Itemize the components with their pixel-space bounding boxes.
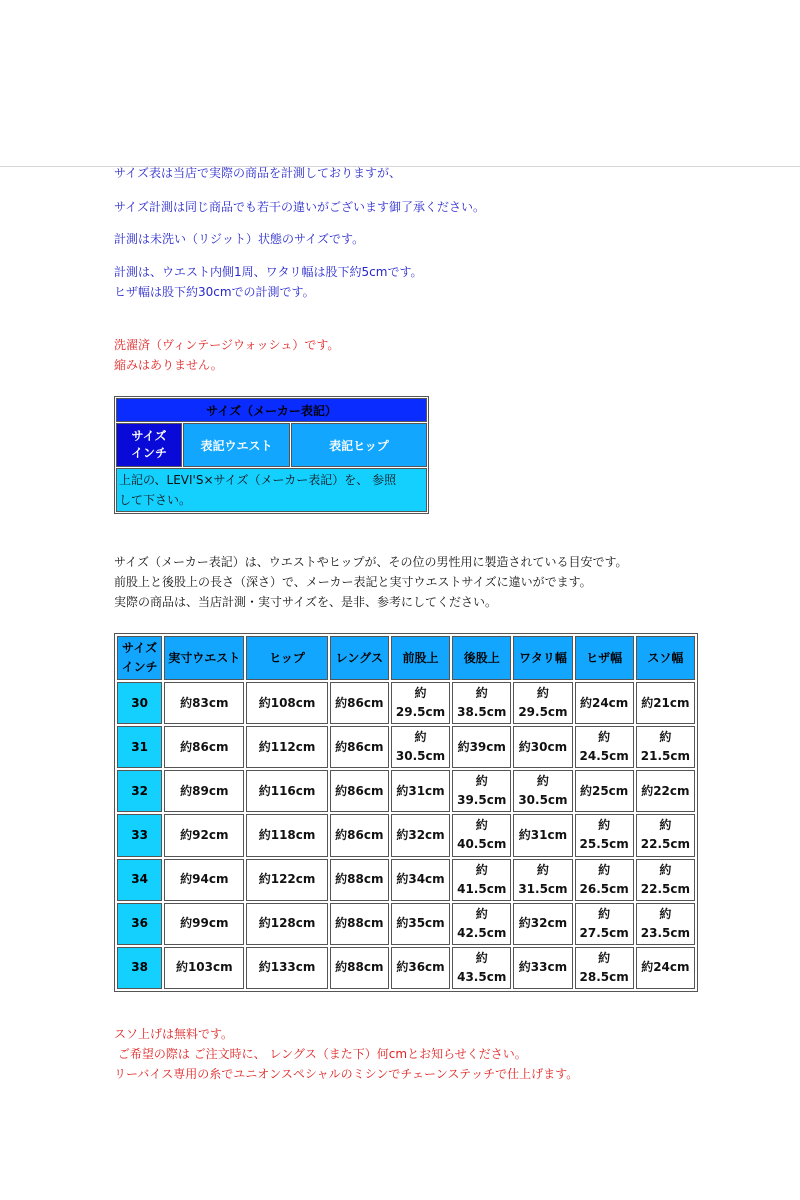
cell-text: 約 (475, 774, 488, 789)
measure-column-header (636, 636, 695, 680)
table-row (117, 903, 695, 945)
cell-text: 29.5cm (518, 705, 568, 720)
table-row (117, 682, 695, 724)
cell-text: 約30cm (518, 739, 568, 754)
measure-cell (452, 903, 511, 945)
cell-text: 31 (131, 739, 148, 754)
cell-text: 約 (598, 730, 611, 745)
size-cell (117, 682, 162, 724)
measure-cell (575, 947, 634, 989)
wash-note: 洗濯済（ヴィンテージウォッシュ）です。 (114, 338, 340, 352)
cell-text: 約 (659, 862, 672, 877)
cell-text: 34 (131, 872, 148, 887)
measure-cell (330, 770, 389, 812)
size-cell (117, 814, 162, 856)
cell-text: 32 (131, 783, 148, 798)
cell-text: 21.5cm (640, 749, 690, 764)
measure-cell (246, 682, 327, 724)
measure-column-header (452, 636, 511, 680)
cell-text: 27.5cm (579, 925, 629, 940)
measure-cell (575, 726, 634, 768)
cell-text: 約112cm (258, 739, 316, 754)
header-text: スソ幅 (647, 650, 684, 665)
cell-text: 約 (659, 906, 672, 921)
cell-text: 約 (598, 818, 611, 833)
measure-cell (391, 814, 450, 856)
cell-text: 28.5cm (579, 969, 629, 984)
header-text: サイズ (122, 641, 158, 655)
cell-text: 約31cm (396, 783, 445, 798)
cell-text: 30.5cm (395, 749, 446, 764)
measure-column-header (513, 636, 572, 680)
cell-text: 約86cm (335, 739, 384, 754)
cell-text: 約86cm (335, 827, 384, 842)
measure-column-header (391, 636, 450, 680)
measure-cell (391, 947, 450, 989)
measure-cell (513, 726, 572, 768)
maker-note-line: して下さい。 (119, 493, 192, 507)
measure-cell (636, 726, 695, 768)
cell-text: 約92cm (180, 827, 229, 842)
measure-cell (636, 770, 695, 812)
size-inch-header (117, 636, 162, 680)
measure-cell (575, 682, 634, 724)
cell-text: 約88cm (335, 872, 384, 887)
measure-cell (391, 770, 450, 812)
measure-cell (452, 682, 511, 724)
measure-column-header (164, 636, 244, 680)
cell-text: 約21cm (641, 695, 690, 710)
measure-cell (452, 770, 511, 812)
cell-text: 約 (598, 906, 611, 921)
cell-text: 約35cm (396, 916, 445, 931)
measure-cell (575, 814, 634, 856)
cell-text: 約 (414, 686, 427, 701)
measurement-header-row (117, 636, 695, 680)
size-note: 実際の商品は、当店計測・実寸サイズを、是非、参考にしてください。 (114, 595, 498, 609)
measure-cell (330, 682, 389, 724)
measurement-body (117, 682, 695, 989)
measure-cell (391, 859, 450, 901)
intro-note: 計測は、ウエスト内側1周、ワタリ幅は股下約5cmです。 (114, 265, 423, 279)
cell-text: 約 (475, 818, 488, 833)
measure-cell (330, 859, 389, 901)
measure-cell (636, 814, 695, 856)
cell-text: 約 (475, 686, 488, 701)
maker-size-header (116, 423, 182, 467)
measure-cell (452, 947, 511, 989)
measure-cell (636, 903, 695, 945)
intro-note: ヒザ幅は股下約30cmでの計測です。 (114, 285, 315, 299)
size-note: サイズ（メーカー表記）は、ウエストやヒップが、その位の男性用に製造されている目安です。 (114, 555, 628, 569)
cell-text: 41.5cm (457, 881, 507, 896)
measure-cell (391, 903, 450, 945)
cell-text: 約99cm (180, 916, 229, 931)
measure-cell (330, 947, 389, 989)
size-cell (117, 903, 162, 945)
measure-cell (246, 947, 327, 989)
size-cell (117, 859, 162, 901)
maker-note-line: 上記の、LEVI'S×サイズ（メーカー表記）を、 参照 (119, 473, 397, 487)
hem-note: ご希望の際は ご注文時に、 レングス（また下）何cmとお知らせください。 (114, 1047, 527, 1061)
cell-text: 約94cm (180, 872, 229, 887)
cell-text: 約103cm (175, 960, 233, 975)
measure-cell (452, 859, 511, 901)
measure-cell (636, 682, 695, 724)
measure-cell (513, 682, 572, 724)
cell-text: 31.5cm (518, 881, 568, 896)
cell-text: 約 (659, 818, 672, 833)
measurement-table (114, 633, 698, 992)
cell-text: 43.5cm (457, 969, 507, 984)
intro-note: サイズ計測は同じ商品でも若干の違いがございます御了承ください。 (114, 200, 486, 214)
header-text: 実寸ウエスト (168, 650, 241, 665)
table-row (117, 770, 695, 812)
maker-hip-header: 表記ヒップ (291, 423, 427, 467)
intro-note: 計測は未洗い（リジット）状態のサイズです。 (114, 232, 365, 246)
wash-note: 縮みはありません。 (114, 358, 223, 372)
cell-text: 30.5cm (518, 793, 568, 808)
cell-text: 約39cm (457, 739, 506, 754)
cell-text: 約25cm (579, 783, 629, 798)
cell-text: 約32cm (396, 827, 445, 842)
cell-text: 約32cm (518, 916, 568, 931)
cell-text: 約 (659, 730, 672, 745)
measure-column-header (330, 636, 389, 680)
header-text: ヒザ幅 (586, 650, 623, 665)
measure-cell (164, 947, 244, 989)
table-row (117, 814, 695, 856)
header-text: ワタリ幅 (518, 650, 567, 665)
size-cell (117, 770, 162, 812)
header-text: ヒップ (269, 650, 305, 665)
table-row (117, 859, 695, 901)
measure-cell (575, 859, 634, 901)
cell-text: 約 (536, 774, 549, 789)
measure-cell (636, 947, 695, 989)
cell-text: 42.5cm (457, 925, 507, 940)
measure-cell (246, 814, 327, 856)
cell-text: 約36cm (396, 960, 445, 975)
cell-text: 約 (475, 950, 488, 965)
measure-cell (636, 859, 695, 901)
cell-text: 36 (131, 916, 148, 931)
table-row (117, 947, 695, 989)
cell-text: 約 (536, 686, 549, 701)
cell-text: 40.5cm (457, 837, 507, 852)
cell-text: 約86cm (335, 695, 384, 710)
maker-size-header-line: インチ (130, 446, 167, 460)
measure-cell (330, 814, 389, 856)
cell-text: 約31cm (518, 827, 568, 842)
measure-cell (164, 859, 244, 901)
measure-cell (246, 859, 327, 901)
measure-cell (575, 903, 634, 945)
cell-text: 約108cm (258, 695, 316, 710)
maker-size-header-line: サイズ (131, 429, 167, 443)
cell-text: 22.5cm (640, 837, 690, 852)
measure-cell (164, 682, 244, 724)
measure-column-header (246, 636, 327, 680)
cell-text: 約 (598, 950, 611, 965)
header-text: 前股上 (402, 650, 439, 665)
intro-note: サイズ表は当店で実際の商品を計測しておりますが、 (114, 166, 402, 180)
measure-cell (246, 726, 327, 768)
cell-text: 30 (131, 695, 148, 710)
cell-text: 約122cm (258, 872, 316, 887)
measure-cell (164, 770, 244, 812)
measure-cell (164, 814, 244, 856)
measure-cell (164, 726, 244, 768)
measure-cell (513, 814, 572, 856)
cell-text: 約133cm (258, 960, 316, 975)
header-text: 後股上 (463, 650, 500, 665)
measure-cell (330, 726, 389, 768)
cell-text: 約33cm (518, 960, 568, 975)
cell-text: 29.5cm (395, 705, 446, 720)
cell-text: 22.5cm (640, 881, 690, 896)
cell-text: 約 (475, 906, 488, 921)
measure-column-header (575, 636, 634, 680)
cell-text: 38.5cm (457, 705, 507, 720)
header-text: レングス (335, 650, 383, 665)
size-note: 前股上と後股上の長さ（深さ）で、メーカー表記と実寸ウエストサイズに違いがでます。 (114, 575, 592, 589)
measure-cell (575, 770, 634, 812)
measure-cell (513, 947, 572, 989)
cell-text: 約 (536, 862, 549, 877)
cell-text: 約116cm (258, 783, 316, 798)
cell-text: 38 (131, 960, 148, 975)
cell-text: 約89cm (180, 783, 229, 798)
header-text: インチ (121, 660, 158, 674)
maker-table-caption: サイズ（メーカー表記） (116, 398, 427, 422)
cell-text: 39.5cm (457, 793, 507, 808)
measure-cell (513, 770, 572, 812)
cell-text: 33 (131, 827, 148, 842)
table-row (117, 726, 695, 768)
measure-cell (513, 859, 572, 901)
hem-note: スソ上げは無料です。 (114, 1027, 234, 1041)
maker-waist-header: 表記ウエスト (183, 423, 290, 467)
cell-text: 約24cm (579, 695, 629, 710)
cell-text: 約34cm (396, 872, 445, 887)
size-cell (117, 726, 162, 768)
cell-text: 約 (598, 862, 611, 877)
cell-text: 約 (475, 862, 488, 877)
cell-text: 約22cm (641, 783, 690, 798)
measure-cell (330, 903, 389, 945)
cell-text: 約128cm (258, 916, 316, 931)
cell-text: 約86cm (335, 783, 384, 798)
cell-text: 約24cm (641, 960, 690, 975)
cell-text: 26.5cm (579, 881, 629, 896)
cell-text: 24.5cm (579, 749, 629, 764)
measure-cell (391, 726, 450, 768)
measure-cell (164, 903, 244, 945)
measure-cell (452, 814, 511, 856)
cell-text: 約 (414, 730, 427, 745)
cell-text: 約88cm (335, 916, 384, 931)
maker-table-note (116, 468, 427, 512)
size-cell (117, 947, 162, 989)
measure-cell (513, 903, 572, 945)
cell-text: 約83cm (180, 695, 229, 710)
hem-note: リーバイス専用の糸でユニオンスペシャルのミシンでチェーンステッチで仕上げます。 (114, 1067, 579, 1081)
measure-cell (246, 903, 327, 945)
cell-text: 25.5cm (579, 837, 629, 852)
maker-size-table (114, 396, 429, 514)
cell-text: 23.5cm (640, 925, 690, 940)
measure-cell (391, 682, 450, 724)
cell-text: 約118cm (258, 827, 316, 842)
measure-cell (452, 726, 511, 768)
measure-cell (246, 770, 327, 812)
cell-text: 約88cm (335, 960, 384, 975)
cell-text: 約86cm (180, 739, 229, 754)
